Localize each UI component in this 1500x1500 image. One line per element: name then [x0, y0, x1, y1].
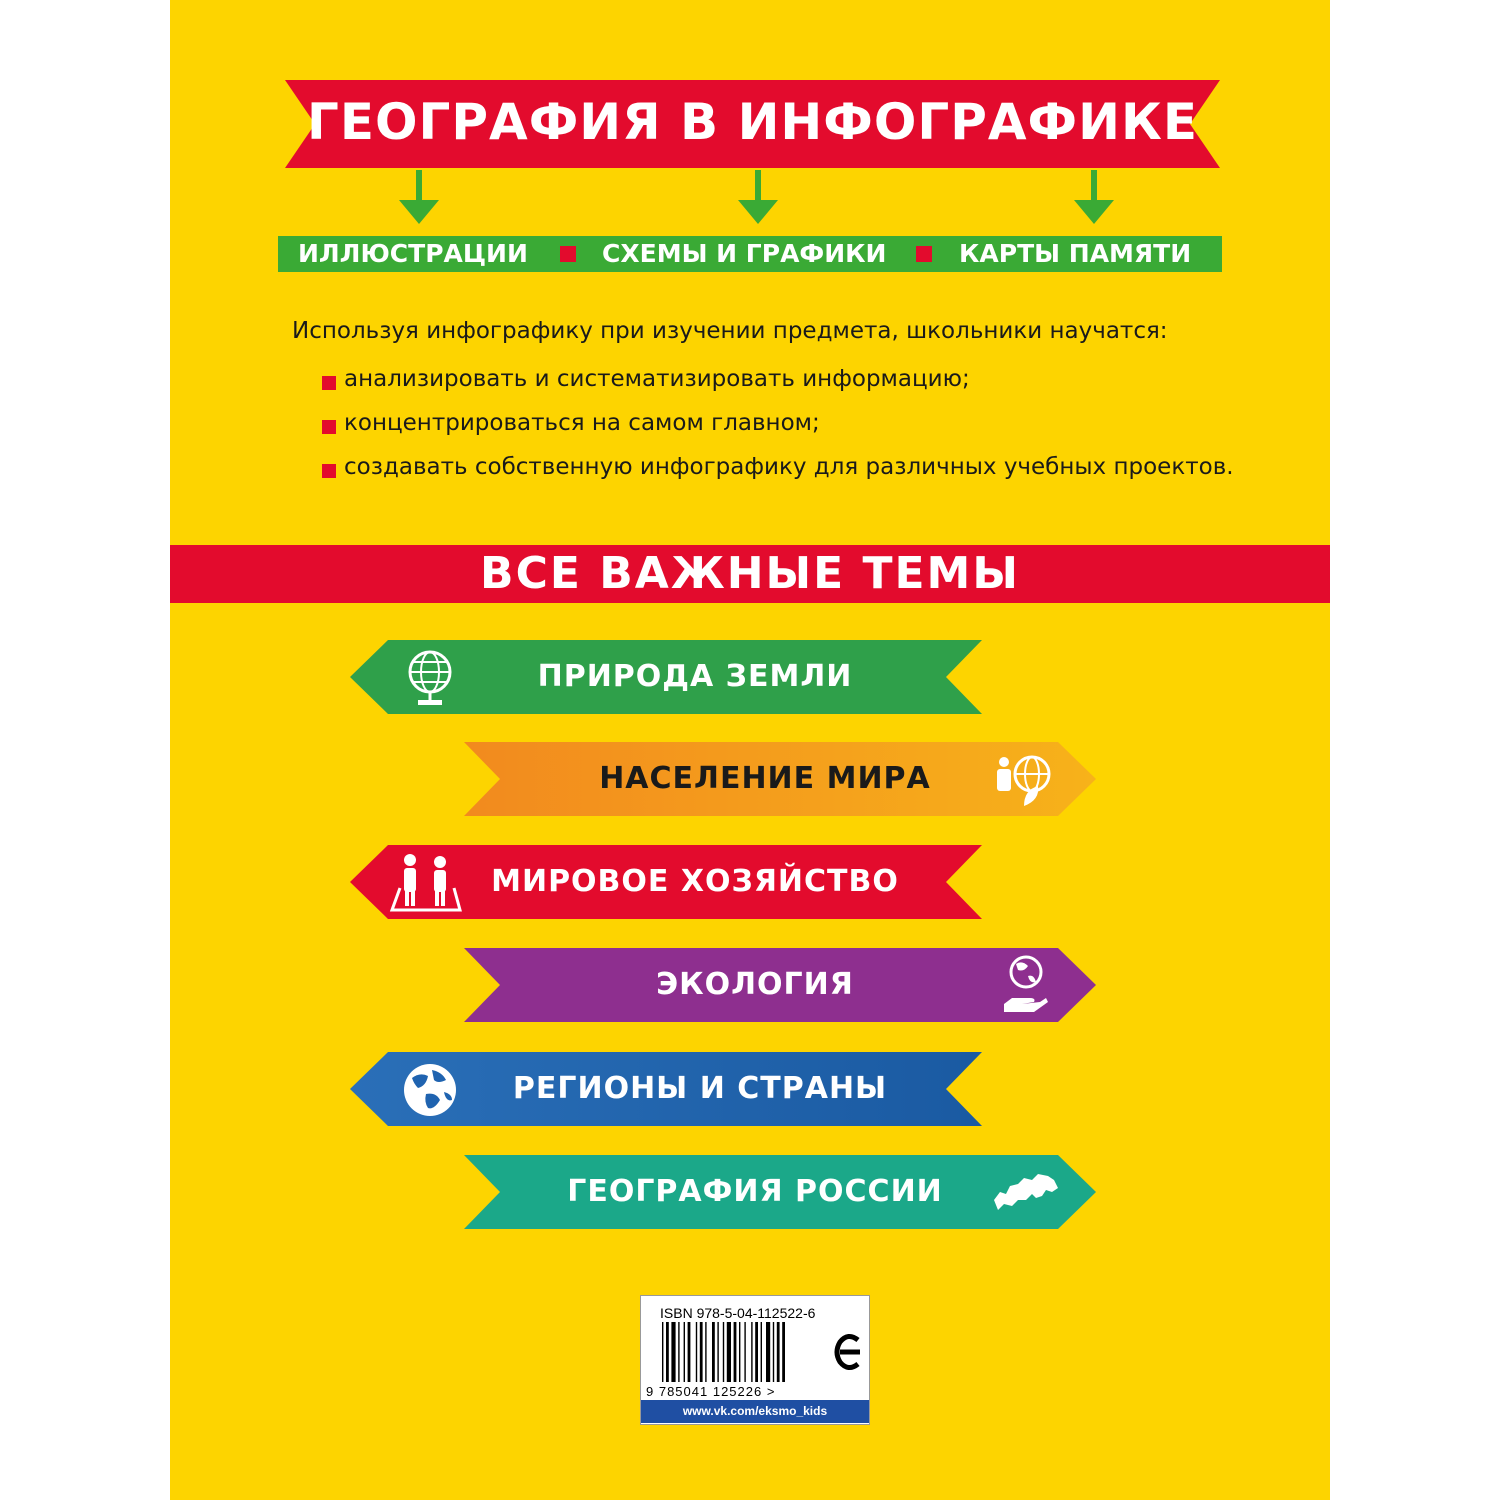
- earth-icon: [402, 1062, 458, 1118]
- bullet-item: концентрироваться на самом главном;: [344, 410, 820, 436]
- bullet-marker: [322, 420, 336, 434]
- hand-globe-icon: [1000, 954, 1050, 1018]
- topic-label: ЭКОЛОГИЯ: [656, 967, 854, 1002]
- people-globe-icon: [994, 750, 1054, 810]
- page-title: ГЕОГРАФИЯ В ИНФОГРАФИКЕ: [306, 93, 1199, 151]
- barcode-stripe: [678, 1322, 679, 1382]
- feature-illustrations: ИЛЛЮСТРАЦИИ: [298, 239, 528, 268]
- topic-label: ПРИРОДА ЗЕМЛИ: [537, 659, 853, 694]
- workers-icon: [386, 852, 466, 914]
- barcode-stripe: [662, 1322, 663, 1382]
- barcode-stripe: [723, 1322, 724, 1382]
- barcode-stripe: [755, 1322, 758, 1382]
- barcode-stripe: [700, 1322, 703, 1382]
- feature-memory-maps: КАРТЫ ПАМЯТИ: [959, 239, 1192, 268]
- bullet-marker: [322, 376, 336, 390]
- publisher-logo-icon: [834, 1330, 864, 1374]
- feature-schemes: СХЕМЫ И ГРАФИКИ: [602, 239, 887, 268]
- separator-square: [560, 246, 576, 262]
- globe-icon: [404, 646, 456, 708]
- barcode: [660, 1322, 830, 1382]
- topic-label: РЕГИОНЫ И СТРАНЫ: [512, 1071, 888, 1106]
- barcode-stripe: [717, 1322, 718, 1382]
- bullet-item: создавать собственную инфографику для различных учебных проектов.: [344, 454, 1234, 480]
- isbn-number: ISBN 978-5-04-112522-6: [660, 1305, 816, 1321]
- arrow-down-icon: [738, 170, 778, 226]
- bullet-marker: [322, 464, 336, 478]
- barcode-stripe: [782, 1322, 785, 1382]
- barcode-stripe: [734, 1322, 737, 1382]
- topic-label: МИРОВОЕ ХОЗЯЙСТВО: [491, 864, 899, 899]
- barcode-stripe: [777, 1322, 780, 1382]
- barcode-stripe: [773, 1322, 774, 1382]
- barcode-stripe: [761, 1322, 762, 1382]
- separator-square: [916, 246, 932, 262]
- barcode-stripe: [666, 1322, 669, 1382]
- barcode-stripe: [751, 1322, 752, 1382]
- arrow-down-icon: [1074, 170, 1114, 226]
- barcode-stripe: [712, 1322, 715, 1382]
- bullet-item: анализировать и систематизировать информацию;: [344, 366, 970, 392]
- barcode-stripe: [739, 1322, 740, 1382]
- barcode-stripe: [688, 1322, 691, 1382]
- intro-text: Используя инфографику при изучении предмета, школьники научатся:: [292, 318, 1168, 344]
- topic-label: ГЕОГРАФИЯ РОССИИ: [567, 1174, 943, 1209]
- website-link[interactable]: www.vk.com/eksmo_kids: [682, 1404, 828, 1418]
- topic-label: НАСЕЛЕНИЕ МИРА: [599, 761, 931, 796]
- russia-map-icon: [992, 1170, 1060, 1214]
- topics-heading: ВСЕ ВАЖНЫЕ ТЕМЫ: [480, 548, 1020, 599]
- barcode-stripe: [766, 1322, 770, 1382]
- barcode-stripe: [684, 1322, 685, 1382]
- barcode-stripe: [696, 1322, 697, 1382]
- barcode-stripe: [744, 1322, 745, 1382]
- barcode-stripe: [671, 1322, 675, 1382]
- barcode-stripe: [727, 1322, 731, 1382]
- barcode-stripe: [705, 1322, 706, 1382]
- arrow-down-icon: [399, 170, 439, 226]
- barcode-digits: 9 785041 125226 >: [646, 1384, 776, 1399]
